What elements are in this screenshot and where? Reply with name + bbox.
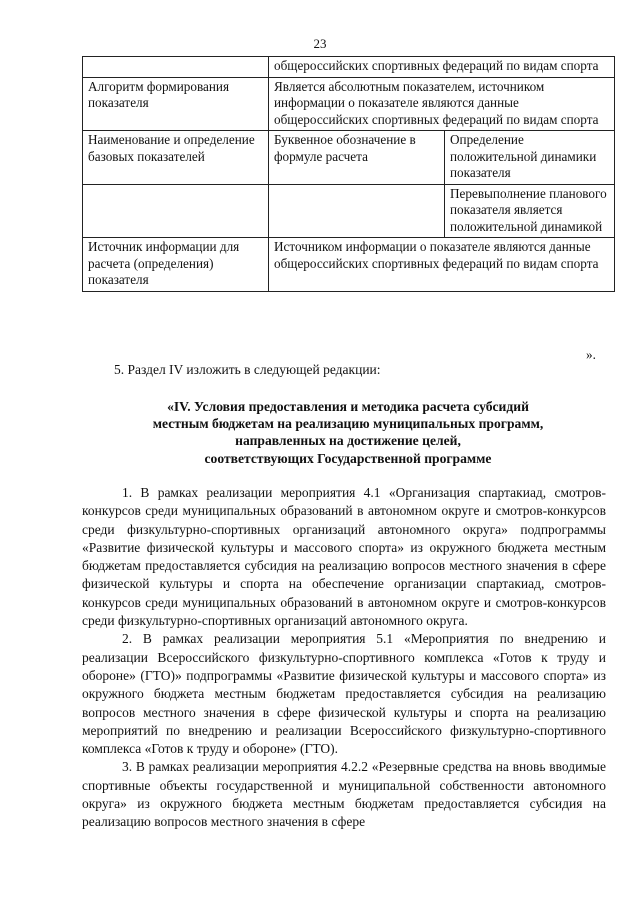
table-cell — [83, 184, 269, 238]
heading-line: «IV. Условия предоставления и методика расчета субсидий — [167, 399, 529, 414]
paragraph: 1. В рамках реализации мероприятия 4.1 «Организация спартакиад, смотров-конкурсов среди муниципальных образований в автономном округе и смотров-конкурсов среди физкультурно-спортивных организаций автономного округа» подпрограммы «Развитие физической культуры и массового спорта» из окружного бюджета местным бюджетам предоставляется субсидия на реализацию вопросов местного значения в сфере физической культуры и спорта на обеспечение организации спартакиад, смотров-конкурсов среди муниципальных образований в автономном округе и смотров-конкурсов среди физкультурно-спортивных организаций автономного округа. — [82, 485, 606, 629]
heading-line: соответствующих Государственной программе — [204, 450, 492, 466]
table-cell: Источник информации для расчета (определения) показателя — [83, 238, 269, 292]
table-cell: Перевыполнение планового показателя является положительной динамикой — [445, 184, 615, 238]
table-cell: Определение положительной динамики показателя — [445, 131, 615, 185]
table-row — [83, 238, 615, 292]
table-cell: общероссийских спортивных федераций по видам спорта — [269, 57, 615, 78]
paragraph: 2. В рамках реализации мероприятия 5.1 «Мероприятия по внедрению и реализации Всероссийского физкультурно-спортивного комплекса «Готов к труду и обороне» (ГТО)» подпрограммы «Развитие физической культуры и массового спорта» из окружного бюджета местным бюджетам предоставляется субсидия на реализацию вопросов местного значения в сфере физической культуры и спорта на реализацию мероприятий по внедрению и реализации Всероссийского физкультурно-спортивного комплекса «Готов к труду и обороне» (ГТО). — [82, 631, 606, 757]
table-cell: Алгоритм формирования показателя — [83, 77, 269, 131]
table-cell: Буквенное обозначение в формуле расчета — [269, 131, 445, 185]
table-cell: Источником информации о показателе являются данные общероссийских спортивных федераций по видам спорта — [269, 238, 615, 292]
amendment-intro: 5. Раздел IV изложить в следующей редакции: — [114, 362, 381, 377]
table-row — [83, 77, 615, 131]
table-row — [83, 57, 615, 78]
paragraph: 3. В рамках реализации мероприятия 4.2.2 «Резервные средства на вновь вводимые спортивные объекты государственной и муниципальной собственности автономного округа» из окружного бюджета местным бюджетам предоставляется субсидия на реализацию вопросов местного значения в сфере — [82, 759, 606, 830]
page-number: 23 — [313, 36, 327, 51]
table-cell: Наименование и определение базовых показателей — [83, 131, 269, 185]
table-cell — [269, 184, 445, 238]
table-row — [83, 184, 615, 238]
heading-line: местным бюджетам на реализацию муниципальных программ, — [152, 416, 544, 432]
section-heading — [82, 398, 614, 467]
table-cell: Является абсолютным показателем, источником информации о показателе являются данные общероссийских спортивных федераций по видам спорта — [269, 77, 615, 131]
closing-quote-mark: ». — [586, 347, 596, 362]
indicator-table — [82, 56, 615, 292]
heading-line: направленных на достижение целей, — [235, 433, 461, 449]
table-cell — [83, 57, 269, 78]
body-text — [82, 484, 606, 832]
table-row — [83, 131, 615, 185]
